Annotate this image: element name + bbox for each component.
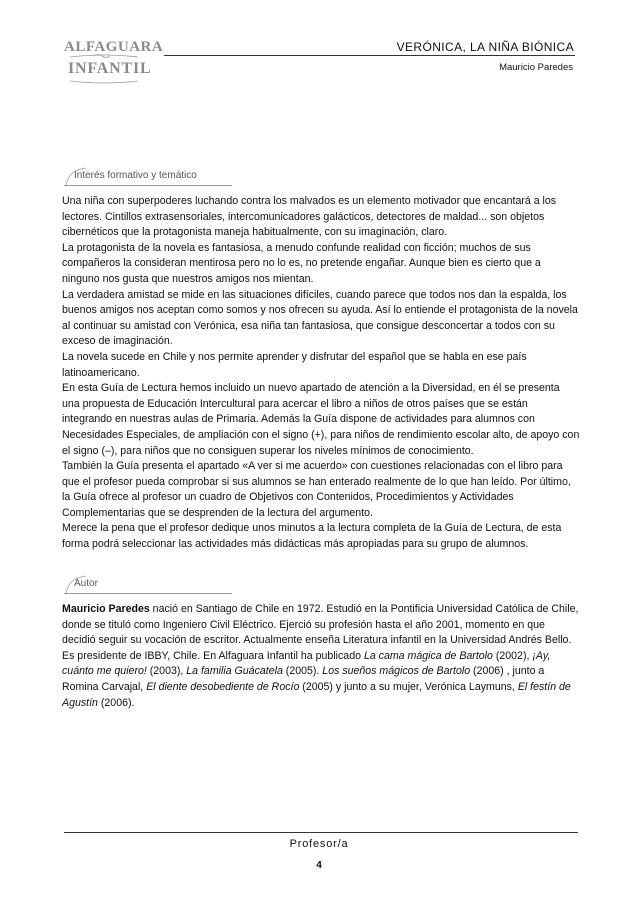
section-heading-label: Interés formativo y temático (74, 170, 197, 181)
page-number: 4 (316, 860, 322, 871)
section-heading-autor (64, 578, 234, 594)
section-heading-interes (64, 170, 234, 186)
section-heading-label: Autor (74, 578, 98, 589)
text-run: (2006) , junto a Romina Carvajal, (62, 665, 545, 693)
text-run: (2005). (282, 665, 323, 678)
book-title: VERÓNICA, LA NIÑA BIÓNICA (396, 40, 574, 54)
book-title-ref: La familia Guácatela (186, 665, 283, 678)
book-title-ref: ¡Ay, cuánto me quiero! (62, 649, 551, 678)
paragraph: También la Guía presenta el apartado «A ver si me acuerdo» con cuestiones relacionadas con el libro para que el profesor pueda comprobar si sus alumnos se han enterado realmente de lo que han leído. Por último, la Guía ofrece al profesor un cuadro de Objetivos con Contenidos, Procedimientos y Actividades Complementarias que se desprenden de la lectura del argumento. (62, 460, 571, 519)
author-name: Mauricio Paredes (62, 603, 150, 615)
text-run: (2005) y junto a su mujer, Verónica Laymuns, (299, 680, 518, 693)
paragraph: La protagonista de la novela es fantasiosa, a menudo confunde realidad con ficción; muchos de sus compañeros la consideran mentirosa pero no lo es, no pretende engañar. Aunque bien es cierto que a ninguno nos gusta que nuestros amigos nos mientan. (62, 241, 541, 285)
logo-line-1: ALFAGUARA (64, 39, 164, 55)
text-run: nació en Santiago de Chile en 1972. Estudió en la Pontificia Universidad Católica de Chile, donde se tituló como Ingeniero Civil Eléctrico. Ejerció su profesión hasta el año 2001, momento en que decidió seguir su vocación de escritor. Actualmente enseña Literatura infantil en la Universidad Andrés Bello. Es presidente de IBBY, Chile. En Alfaguara Infantil ha publicado (62, 603, 579, 662)
section-body-autor (62, 602, 580, 711)
section-body-interes (62, 194, 580, 553)
book-title-ref: El diente desobediente de Rocío (146, 680, 300, 693)
section-heading-rule (64, 185, 232, 186)
footer-rule (64, 832, 578, 833)
publisher-logo (64, 37, 164, 89)
logo-line-2: INFANTIL (68, 60, 152, 77)
paragraph: En esta Guía de Lectura hemos incluido un nuevo apartado de atención a la Diversidad, en él se presenta una propuesta de Educación Intercultural para acercar el libro a niños de otros países que se están integrando en nuestras aulas de Primaria. Además la Guía dispone de actividades para alumnos con Necesidades Especiales, de ampliación con el signo (+), para niños de rendimiento escolar alto, de apoyo con el signo (–), para niños que no consiguen superar los niveles mínimos de conocimiento. (62, 382, 580, 457)
text-run: (2002), (492, 649, 533, 662)
book-title-ref: Los sueños mágicos de Bartolo (322, 665, 471, 678)
text-run: (2006). (97, 696, 135, 709)
header-rule (164, 55, 575, 56)
book-title-ref: El festín de Agustín (62, 680, 571, 709)
section-heading-rule (64, 593, 232, 594)
paragraph: La novela sucede en Chile y nos permite aprender y disfrutar del español que se habla en ese país latinoamericano. (62, 350, 527, 379)
text-run: (2003), (146, 665, 187, 678)
book-title-ref: La cama mágica de Bartolo (363, 649, 493, 662)
paragraph: Merece la pena que el profesor dedique unos minutos a la lectura completa de la Guía de Lectura, de esta forma podrá seleccionar las actividades más didácticas más apropiadas para su grupo de alumnos. (62, 522, 562, 551)
book-author: Mauricio Paredes (499, 62, 573, 73)
paragraph: La verdadera amistad se mide en las situaciones difíciles, cuando parece que todos nos dan la espalda, los buenos amigos nos aceptan como somos y nos ofrecen su ayuda. Así lo entiende el protagonista de la novela al continuar su amistad con Verónica, esa niña tan fantasiosa, que consigue desconcertar a todos con su exceso de imaginación. (62, 288, 578, 348)
footer-label: Profesor/a (289, 838, 349, 850)
author-paragraph (62, 602, 580, 711)
paragraph: Una niña con superpoderes luchando contra los malvados es un elemento motivador que encantará a los lectores. Cintillos extrasensoriales, intercomunicadores galácticos, detectores de maldad... son objetos cibernéticos que la protagonista maneja habitualmente, con su imaginación, claro. (62, 195, 557, 239)
